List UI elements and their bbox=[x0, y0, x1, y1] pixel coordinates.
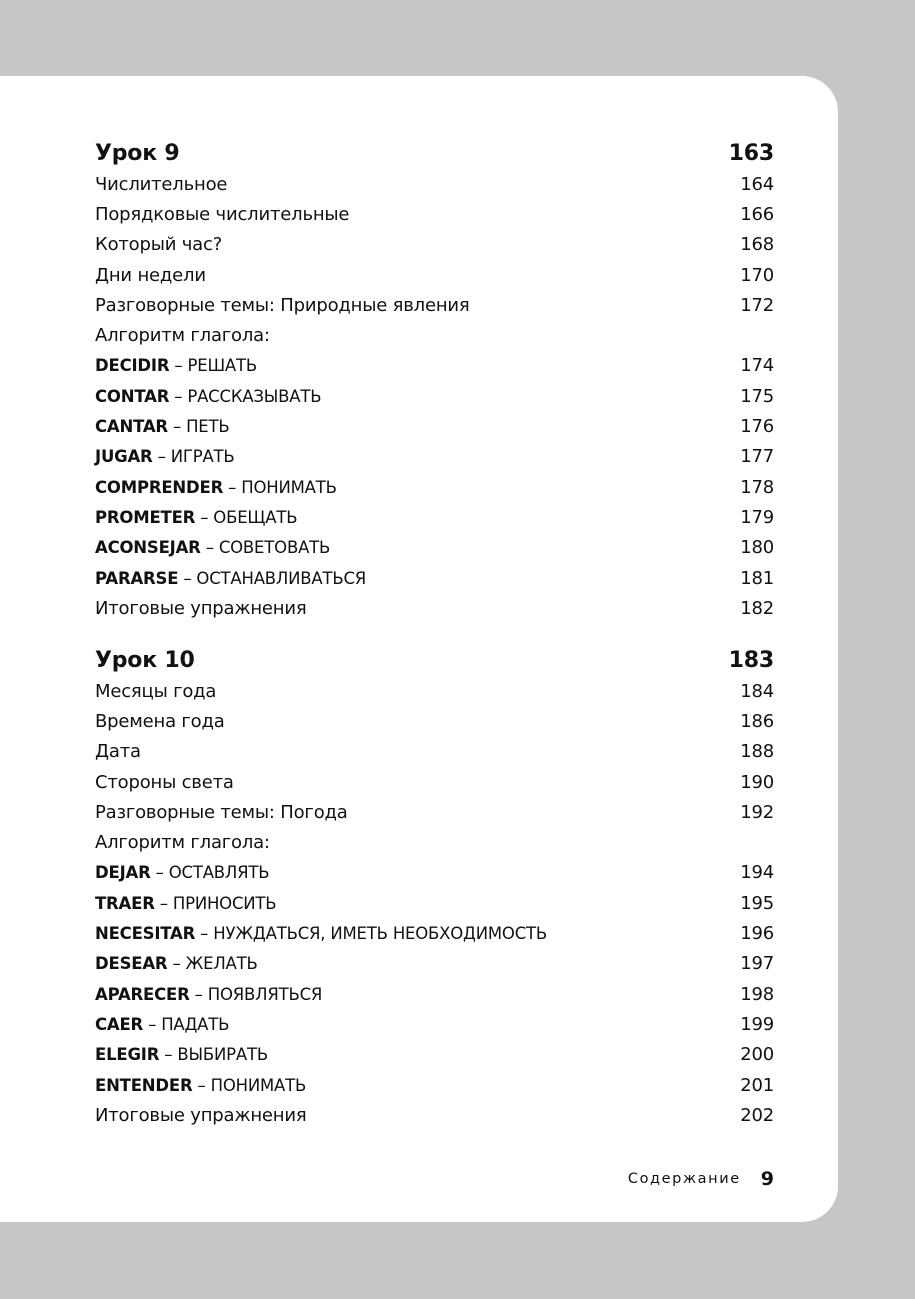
entry-text: Числительное bbox=[95, 173, 228, 195]
entry-label bbox=[95, 862, 269, 883]
entry-text: Итоговые упражнения bbox=[95, 1104, 307, 1126]
verb-translation: – НУЖДАТЬСЯ, ИМЕТЬ НЕОБХОДИМОСТЬ bbox=[195, 924, 548, 944]
entry-label bbox=[95, 741, 141, 762]
entry-label bbox=[95, 893, 276, 914]
verb-translation: – ПОЯВЛЯТЬСЯ bbox=[189, 984, 323, 1004]
entry-label bbox=[95, 507, 297, 528]
page-footer bbox=[628, 1168, 774, 1190]
lesson-page: 163 bbox=[728, 141, 774, 166]
entry-label bbox=[95, 1014, 229, 1035]
entry-label bbox=[95, 355, 257, 376]
toc-entry bbox=[95, 676, 774, 706]
entry-text: Времена года bbox=[95, 710, 225, 732]
verb-name: ACONSEJAR bbox=[95, 538, 201, 558]
entry-page: 196 bbox=[740, 923, 774, 945]
entry-label bbox=[95, 446, 235, 467]
entry-label bbox=[95, 802, 348, 823]
entry-text: Месяцы года bbox=[95, 680, 217, 702]
verb-translation: – ОСТАВЛЯТЬ bbox=[150, 863, 270, 883]
verb-name: TRAER bbox=[95, 893, 155, 913]
toc-entry bbox=[95, 442, 774, 472]
entry-page: 190 bbox=[740, 771, 774, 793]
entry-page: 202 bbox=[740, 1104, 774, 1126]
verb-translation: – РЕШАТЬ bbox=[169, 356, 258, 376]
entry-label bbox=[95, 416, 230, 437]
lesson-heading bbox=[95, 138, 774, 169]
entry-text: Дата bbox=[95, 741, 141, 763]
toc-entry bbox=[95, 290, 774, 320]
entry-page: 168 bbox=[740, 234, 774, 256]
toc-entry bbox=[95, 169, 774, 199]
toc-entry bbox=[95, 411, 774, 441]
entry-page: 194 bbox=[740, 862, 774, 884]
verb-translation: – ВЫБИРАТЬ bbox=[159, 1045, 268, 1065]
verb-translation: – ПОНИМАТЬ bbox=[223, 477, 337, 497]
entry-label bbox=[95, 265, 206, 286]
toc-entry bbox=[95, 1070, 774, 1100]
entry-text: Разговорные темы: Погода bbox=[95, 801, 348, 823]
toc-entry bbox=[95, 797, 774, 827]
entry-label bbox=[95, 386, 321, 407]
entry-page: 172 bbox=[740, 294, 774, 316]
entry-page: 181 bbox=[740, 567, 774, 589]
entry-page: 199 bbox=[740, 1013, 774, 1035]
entry-page: 176 bbox=[740, 416, 774, 438]
verb-translation: – ПАДАТЬ bbox=[143, 1014, 230, 1034]
entry-page: 174 bbox=[740, 355, 774, 377]
entry-page: 182 bbox=[740, 597, 774, 619]
verb-name: DEJAR bbox=[95, 863, 151, 883]
verb-translation: – СОВЕТОВАТЬ bbox=[200, 538, 331, 558]
verb-name: CONTAR bbox=[95, 386, 170, 406]
entry-page: 180 bbox=[740, 537, 774, 559]
entry-label bbox=[95, 711, 225, 732]
verb-translation: – ИГРАТЬ bbox=[152, 447, 235, 467]
page-number: 9 bbox=[760, 1168, 774, 1190]
entry-label bbox=[95, 1044, 268, 1065]
toc-entry bbox=[95, 533, 774, 563]
entry-label bbox=[95, 174, 227, 195]
entry-page: 192 bbox=[740, 801, 774, 823]
entry-page: 186 bbox=[740, 710, 774, 732]
entry-label bbox=[95, 1075, 306, 1096]
toc-entry bbox=[95, 1009, 774, 1039]
toc-entry bbox=[95, 381, 774, 411]
entry-page: 179 bbox=[740, 506, 774, 528]
toc-entry bbox=[95, 737, 774, 767]
entry-page: 164 bbox=[740, 173, 774, 195]
entry-page: 175 bbox=[740, 385, 774, 407]
entry-page: 177 bbox=[740, 446, 774, 468]
entry-page: 170 bbox=[740, 264, 774, 286]
entry-label bbox=[95, 295, 470, 316]
entry-text: Порядковые числительные bbox=[95, 203, 350, 225]
toc-entry bbox=[95, 351, 774, 381]
toc-entry bbox=[95, 502, 774, 532]
verb-name: APARECER bbox=[95, 984, 190, 1004]
entry-label bbox=[95, 204, 349, 225]
toc-entry bbox=[95, 949, 774, 979]
entry-label bbox=[95, 598, 306, 619]
toc-entry bbox=[95, 858, 774, 888]
toc-entry bbox=[95, 918, 774, 948]
verb-name: PROMETER bbox=[95, 507, 196, 527]
toc-entry bbox=[95, 979, 774, 1009]
entry-page: 184 bbox=[740, 680, 774, 702]
entry-page: 166 bbox=[740, 203, 774, 225]
entry-label bbox=[95, 953, 258, 974]
toc-entry bbox=[95, 888, 774, 918]
entry-page: 178 bbox=[740, 476, 774, 498]
entry-text: Разговорные темы: Природные явления bbox=[95, 294, 470, 316]
entry-text: Дни недели bbox=[95, 264, 206, 286]
verb-name: JUGAR bbox=[95, 447, 153, 467]
entry-label bbox=[95, 325, 270, 346]
entry-page: 197 bbox=[740, 953, 774, 975]
verb-name: ELEGIR bbox=[95, 1045, 160, 1065]
verb-name: ENTENDER bbox=[95, 1075, 193, 1095]
entry-page: 198 bbox=[740, 983, 774, 1005]
verb-translation: – ПРИНОСИТЬ bbox=[154, 893, 277, 913]
footer-section-title: Содержание bbox=[627, 1171, 741, 1187]
verb-translation: – ОБЕЩАТЬ bbox=[195, 507, 298, 527]
verb-translation: – РАССКАЗЫВАТЬ bbox=[169, 386, 322, 406]
entry-text: Который час? bbox=[95, 234, 223, 256]
lesson-9-section bbox=[95, 138, 774, 623]
entry-label bbox=[95, 681, 216, 702]
verb-translation: – ОСТАНАВЛИВАТЬСЯ bbox=[178, 568, 367, 588]
entry-page: 195 bbox=[740, 892, 774, 914]
toc-entry bbox=[95, 563, 774, 593]
entry-label bbox=[95, 832, 270, 853]
entry-label bbox=[95, 772, 234, 793]
lesson-page: 183 bbox=[728, 648, 774, 673]
verb-translation: – ПОНИМАТЬ bbox=[192, 1075, 307, 1095]
verb-translation: – ПЕТЬ bbox=[167, 417, 230, 437]
lesson-title: Урок 10 bbox=[95, 648, 195, 673]
entry-text: Алгоритм глагола: bbox=[95, 325, 270, 347]
entry-page: 200 bbox=[740, 1044, 774, 1066]
toc-entry bbox=[95, 1040, 774, 1070]
entry-text: Стороны света bbox=[95, 771, 234, 793]
entry-label bbox=[95, 477, 337, 498]
entry-text: Итоговые упражнения bbox=[95, 597, 307, 619]
toc-entry bbox=[95, 767, 774, 797]
entry-text: Алгоритм глагола: bbox=[95, 832, 270, 854]
toc-entry bbox=[95, 827, 774, 857]
toc-entry bbox=[95, 1100, 774, 1130]
lesson-heading bbox=[95, 645, 774, 676]
toc-entry bbox=[95, 472, 774, 502]
toc-entry bbox=[95, 320, 774, 350]
verb-name: COMPRENDER bbox=[95, 477, 224, 497]
entry-label bbox=[95, 923, 547, 944]
verb-name: CAER bbox=[95, 1014, 144, 1034]
lesson-title: Урок 9 bbox=[95, 141, 180, 166]
toc-entry bbox=[95, 230, 774, 260]
entry-page: 201 bbox=[740, 1074, 774, 1096]
entry-label bbox=[95, 984, 322, 1005]
verb-name: NECESITAR bbox=[95, 924, 196, 944]
entry-page: 188 bbox=[740, 741, 774, 763]
verb-name: CANTAR bbox=[95, 417, 168, 437]
verb-name: DESEAR bbox=[95, 954, 168, 974]
verb-name: DECIDIR bbox=[95, 356, 170, 376]
toc-entry bbox=[95, 593, 774, 623]
entry-label bbox=[95, 234, 222, 255]
entry-label bbox=[95, 537, 330, 558]
verb-translation: – ЖЕЛАТЬ bbox=[167, 954, 258, 974]
toc-entry bbox=[95, 260, 774, 290]
entry-label bbox=[95, 568, 366, 589]
entry-label bbox=[95, 1105, 306, 1126]
verb-name: PARARSE bbox=[95, 568, 179, 588]
lesson-10-section bbox=[95, 645, 774, 1130]
toc-entry bbox=[95, 706, 774, 736]
toc-entry bbox=[95, 199, 774, 229]
